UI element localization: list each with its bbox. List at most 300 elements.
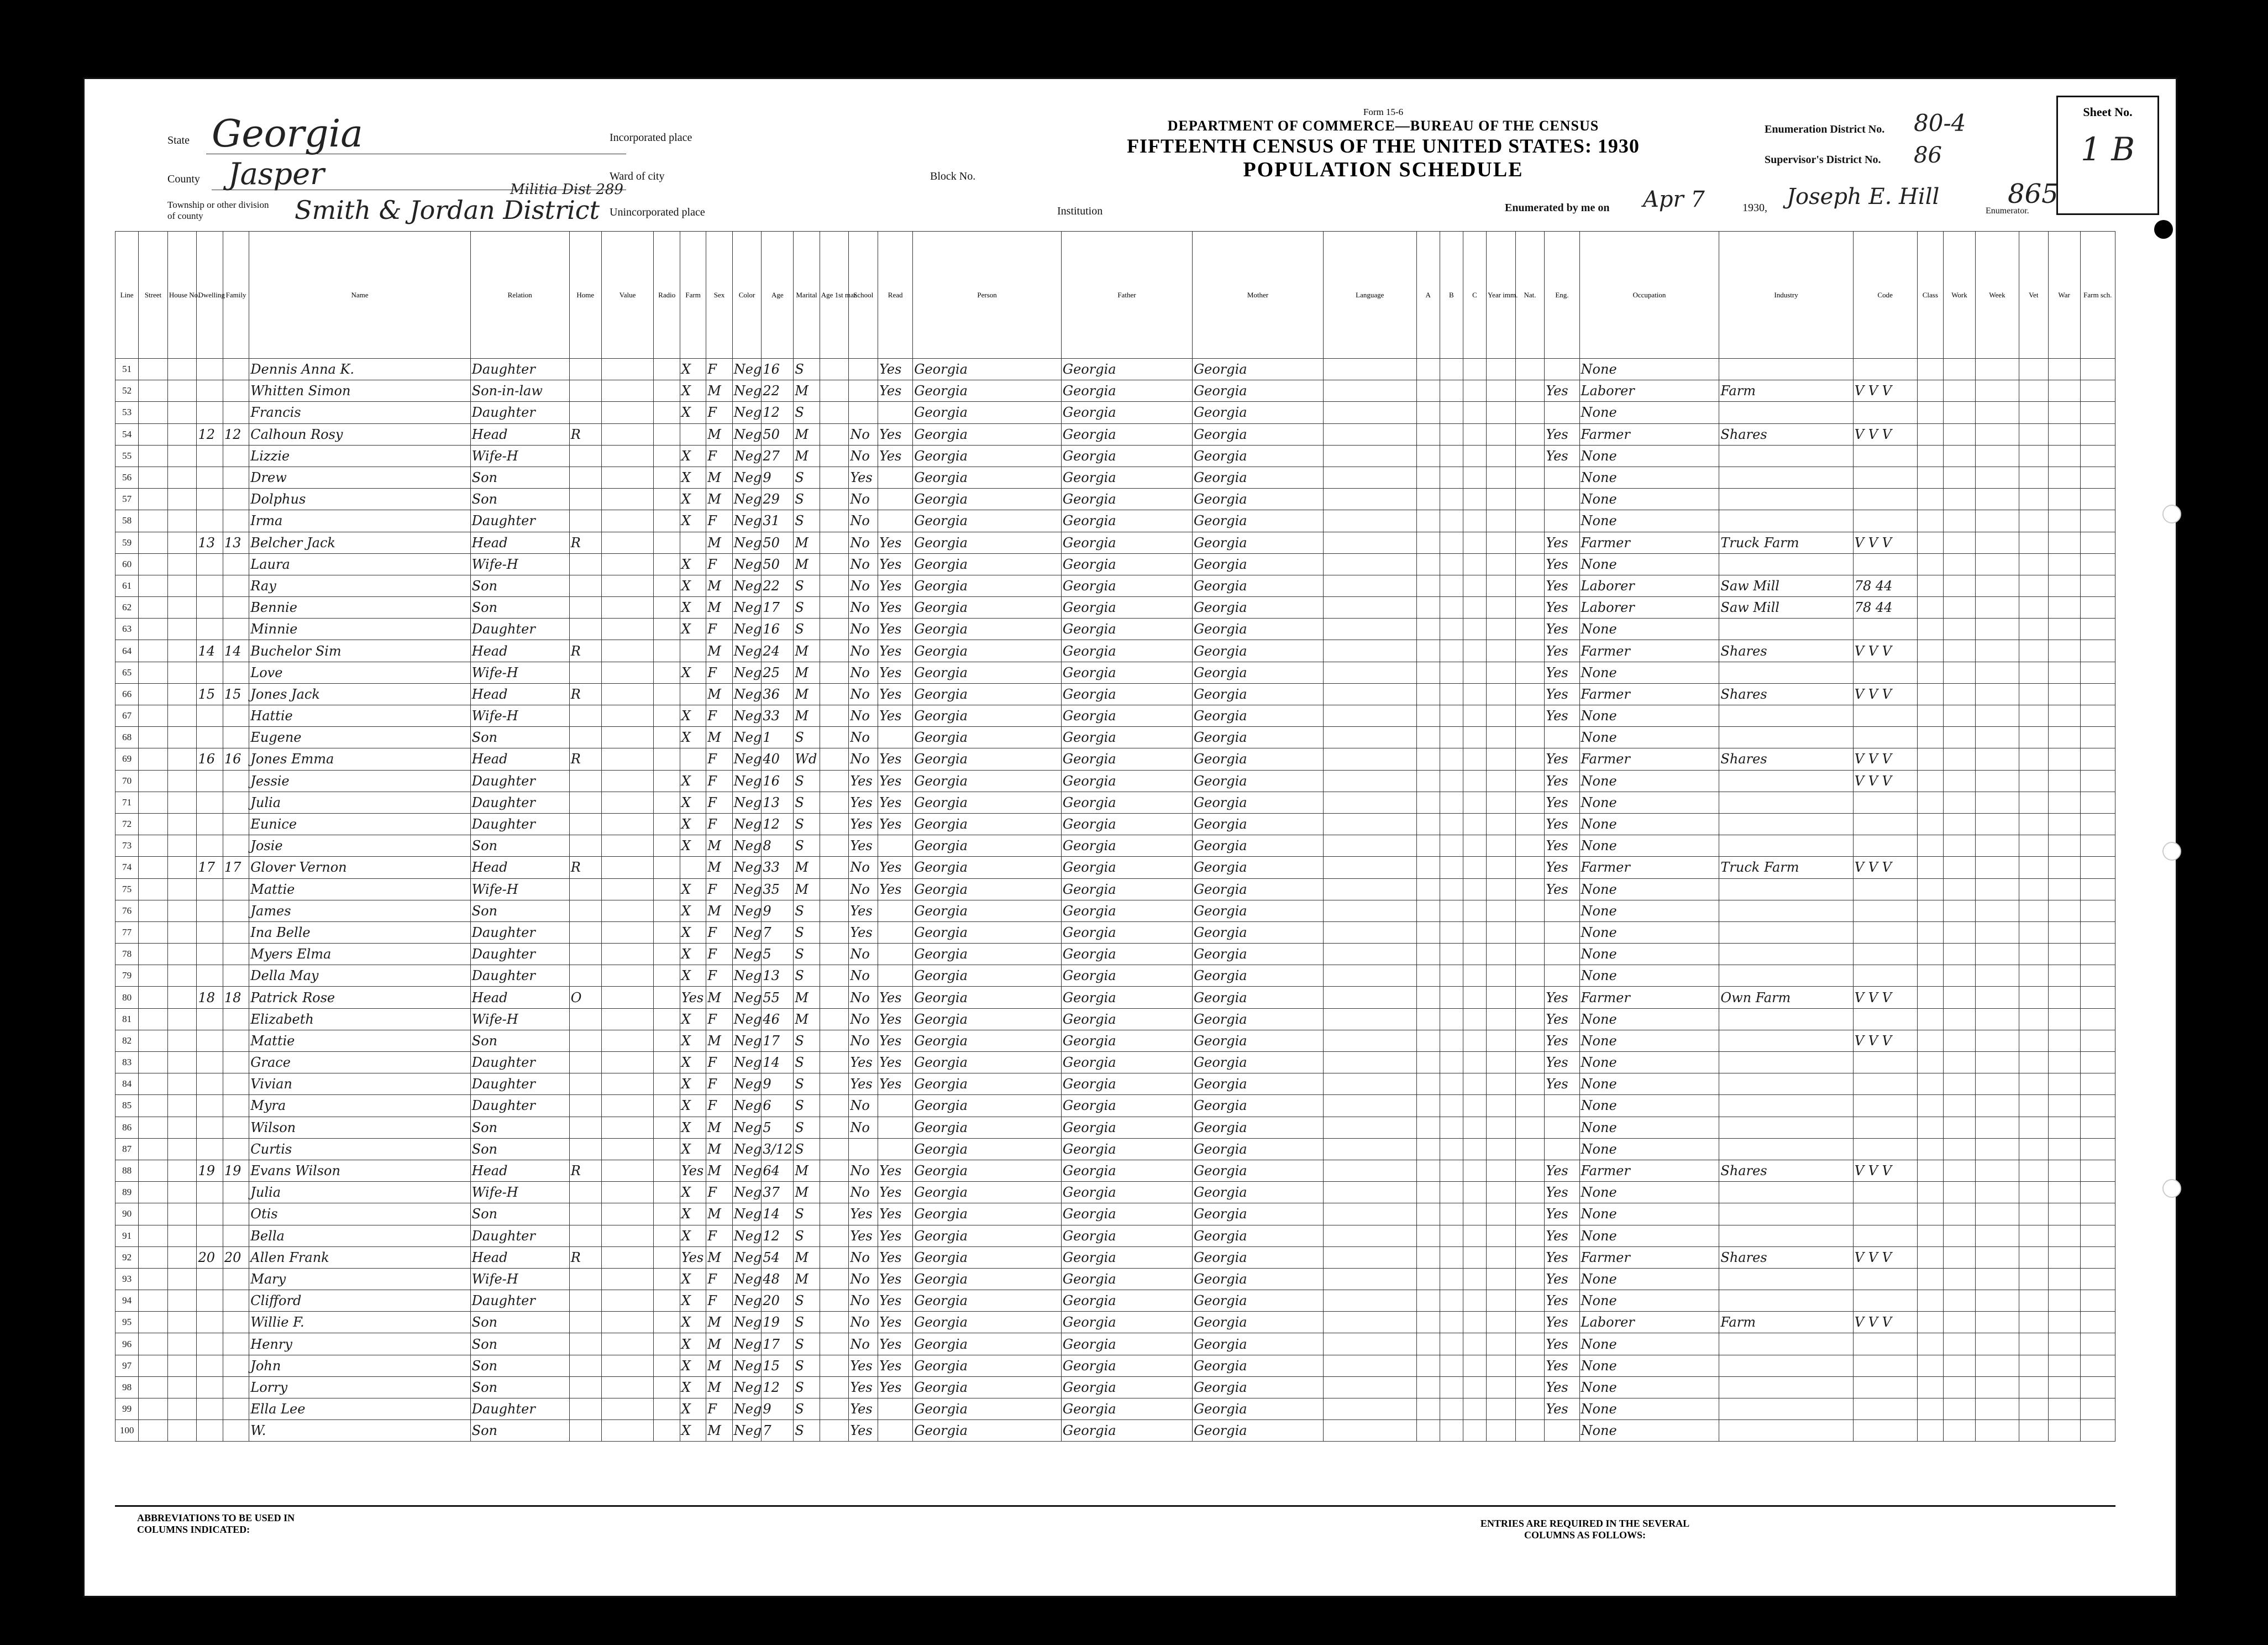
cell-mar: S: [794, 1203, 820, 1225]
cell-fbp: Georgia: [1061, 748, 1192, 770]
cell-rel: Head: [470, 1246, 569, 1268]
cell-eng: Yes: [1545, 1333, 1579, 1355]
cell-empty: [601, 1420, 654, 1442]
cell-empty: [2019, 1030, 2048, 1051]
cell-empty: [139, 423, 168, 445]
cell-dw: [197, 1420, 223, 1442]
cell-empty: [1917, 402, 1943, 423]
table-row: [116, 467, 2115, 488]
cell-rel: Wife-H: [470, 705, 569, 727]
schedule-title: POPULATION SCHEDULE: [1243, 158, 1524, 181]
cell-empty: [1975, 1160, 2019, 1181]
cell-empty: [139, 1095, 168, 1117]
cell-empty: [1463, 770, 1486, 792]
cell-empty: [1515, 1355, 1545, 1376]
cell-empty: [1463, 900, 1486, 921]
cell-line: 88: [116, 1160, 139, 1181]
cell-mar: M: [794, 445, 820, 467]
cell-farm: X: [680, 835, 706, 857]
cell-color: Neg: [732, 1117, 762, 1138]
cell-empty: [1944, 878, 1976, 900]
cell-empty: [820, 1095, 849, 1117]
cell-occ: None: [1579, 1203, 1719, 1225]
cell-rel: Daughter: [470, 1290, 569, 1312]
cell-empty: [2019, 597, 2048, 619]
cell-ind: Shares: [1719, 423, 1853, 445]
cell-fbp: Georgia: [1061, 857, 1192, 878]
cell-empty: [1463, 575, 1486, 596]
cell-empty: [1324, 1008, 1417, 1030]
cell-rel: Daughter: [470, 1073, 569, 1095]
cell-line: 57: [116, 489, 139, 510]
cell-empty: [1416, 1312, 1440, 1333]
cell-empty: [1324, 878, 1417, 900]
cell-home: [569, 1052, 601, 1073]
cell-dw: [197, 1355, 223, 1376]
cell-empty: [601, 662, 654, 683]
cell-ind: [1719, 445, 1853, 467]
cell-empty: [1515, 1246, 1545, 1268]
cell-code: [1853, 1420, 1917, 1442]
cell-empty: [1487, 1117, 1516, 1138]
cell-fam: [223, 1398, 249, 1420]
cell-empty: [1416, 467, 1440, 488]
cell-bp: Georgia: [913, 662, 1062, 683]
cell-empty: [1487, 402, 1516, 423]
cell-empty: [1975, 835, 2019, 857]
cell-rel: Daughter: [470, 813, 569, 835]
cell-empty: [1487, 619, 1516, 640]
cell-fam: [223, 1333, 249, 1355]
cell-empty: [1487, 597, 1516, 619]
cell-empty: [2019, 1246, 2048, 1268]
cell-empty: [1324, 1030, 1417, 1051]
cell-mbp: Georgia: [1192, 944, 1323, 965]
cell-empty: [654, 532, 680, 553]
cell-sex: F: [706, 813, 732, 835]
cell-empty: [820, 1398, 849, 1420]
enumerator-label: Enumerator.: [1986, 206, 2029, 216]
cell-empty: [1975, 1246, 2019, 1268]
cell-empty: [1917, 1052, 1943, 1073]
cell-bp: Georgia: [913, 1117, 1062, 1138]
col-header: Week: [1975, 232, 2019, 359]
cell-bp: Georgia: [913, 921, 1062, 943]
col-header: Work: [1944, 232, 1976, 359]
cell-eng: [1545, 900, 1579, 921]
cell-empty: [1487, 944, 1516, 965]
cell-ind: [1719, 944, 1853, 965]
cell-color: Neg: [732, 835, 762, 857]
cell-eng: Yes: [1545, 1030, 1579, 1051]
cell-line: 69: [116, 748, 139, 770]
cell-empty: [1515, 467, 1545, 488]
cell-code: V V V: [1853, 1246, 1917, 1268]
cell-occ: None: [1579, 1290, 1719, 1312]
cell-dw: [197, 619, 223, 640]
cell-code: [1853, 662, 1917, 683]
cell-empty: [820, 402, 849, 423]
cell-name: Allen Frank: [249, 1246, 470, 1268]
cell-empty: [139, 1355, 168, 1376]
cell-name: Glover Vernon: [249, 857, 470, 878]
col-header: B: [1440, 232, 1463, 359]
cell-eng: Yes: [1545, 1246, 1579, 1268]
cell-sex: F: [706, 1182, 732, 1203]
cell-empty: [1416, 835, 1440, 857]
cell-empty: [1440, 640, 1463, 662]
cell-empty: [820, 1246, 849, 1268]
cell-code: [1853, 900, 1917, 921]
cell-mbp: Georgia: [1192, 987, 1323, 1008]
cell-age: 15: [762, 1355, 794, 1376]
cell-school: Yes: [849, 835, 878, 857]
cell-empty: [1463, 1246, 1486, 1268]
cell-farm: X: [680, 359, 706, 380]
cell-rel: Son: [470, 489, 569, 510]
cell-occ: None: [1579, 1376, 1719, 1398]
cell-empty: [1515, 553, 1545, 575]
cell-age: 20: [762, 1290, 794, 1312]
cell-empty: [654, 467, 680, 488]
cell-empty: [601, 1333, 654, 1355]
cell-empty: [1463, 944, 1486, 965]
cell-eng: [1545, 1138, 1579, 1160]
state-value: Georgia: [212, 112, 363, 156]
cell-empty: [1917, 900, 1943, 921]
cell-empty: [1975, 510, 2019, 532]
cell-empty: [601, 575, 654, 596]
cell-empty: [654, 1203, 680, 1225]
cell-empty: [167, 857, 197, 878]
cell-ind: [1719, 727, 1853, 748]
cell-empty: [1975, 402, 2019, 423]
cell-line: 92: [116, 1246, 139, 1268]
cell-empty: [1440, 402, 1463, 423]
cell-empty: [601, 1138, 654, 1160]
cell-bp: Georgia: [913, 380, 1062, 402]
cell-empty: [2048, 1030, 2080, 1051]
cell-mbp: Georgia: [1192, 683, 1323, 705]
cell-empty: [1975, 1333, 2019, 1355]
cell-empty: [167, 532, 197, 553]
cell-code: V V V: [1853, 748, 1917, 770]
cell-age: 12: [762, 1225, 794, 1246]
cell-read: Yes: [878, 1008, 913, 1030]
cell-empty: [1975, 467, 2019, 488]
cell-read: Yes: [878, 987, 913, 1008]
cell-empty: [1917, 965, 1943, 987]
cell-home: [569, 1398, 601, 1420]
cell-farm: X: [680, 1095, 706, 1117]
cell-age: 5: [762, 944, 794, 965]
col-header: Dwelling: [197, 232, 223, 359]
cell-empty: [1324, 640, 1417, 662]
cell-sex: F: [706, 1268, 732, 1290]
cell-mar: S: [794, 1333, 820, 1355]
cell-read: Yes: [878, 575, 913, 596]
cell-empty: [2019, 359, 2048, 380]
cell-mbp: Georgia: [1192, 1203, 1323, 1225]
cell-empty: [1463, 1203, 1486, 1225]
cell-empty: [2019, 532, 2048, 553]
cell-farm: [680, 857, 706, 878]
cell-empty: [167, 727, 197, 748]
cell-name: Francis: [249, 402, 470, 423]
cell-line: 75: [116, 878, 139, 900]
cell-read: [878, 921, 913, 943]
cell-empty: [820, 1355, 849, 1376]
cell-empty: [1944, 1095, 1976, 1117]
cell-occ: None: [1579, 921, 1719, 943]
cell-empty: [654, 1246, 680, 1268]
cell-empty: [1917, 380, 1943, 402]
cell-mbp: Georgia: [1192, 510, 1323, 532]
table-row: [116, 857, 2115, 878]
cell-line: 89: [116, 1182, 139, 1203]
cell-fbp: Georgia: [1061, 813, 1192, 835]
cell-eng: Yes: [1545, 640, 1579, 662]
cell-empty: [1324, 683, 1417, 705]
cell-empty: [167, 1312, 197, 1333]
cell-empty: [1917, 575, 1943, 596]
cell-empty: [1917, 921, 1943, 943]
cell-fam: [223, 553, 249, 575]
cell-fam: 14: [223, 640, 249, 662]
cell-mar: M: [794, 878, 820, 900]
cell-empty: [1416, 1333, 1440, 1355]
cell-empty: [654, 878, 680, 900]
cell-empty: [2080, 1052, 2115, 1073]
cell-sex: M: [706, 683, 732, 705]
cell-occ: None: [1579, 1420, 1719, 1442]
cell-sex: M: [706, 727, 732, 748]
cell-empty: [1324, 900, 1417, 921]
cell-empty: [601, 1355, 654, 1376]
cell-color: Neg: [732, 792, 762, 813]
cell-school: No: [849, 727, 878, 748]
cell-empty: [1440, 1182, 1463, 1203]
cell-empty: [654, 380, 680, 402]
cell-fam: [223, 467, 249, 488]
cell-dw: [197, 445, 223, 467]
cell-empty: [1944, 1420, 1976, 1442]
col-header: Value: [601, 232, 654, 359]
cell-fam: [223, 1225, 249, 1246]
cell-line: 83: [116, 1052, 139, 1073]
cell-empty: [2080, 857, 2115, 878]
cell-home: [569, 1117, 601, 1138]
cell-farm: X: [680, 770, 706, 792]
cell-school: Yes: [849, 1203, 878, 1225]
cell-empty: [1324, 423, 1417, 445]
cell-fbp: Georgia: [1061, 900, 1192, 921]
cell-empty: [601, 553, 654, 575]
cell-line: 82: [116, 1030, 139, 1051]
cell-empty: [139, 640, 168, 662]
cell-empty: [1917, 987, 1943, 1008]
incorporated-label: Incorporated place: [610, 132, 692, 144]
cell-empty: [1324, 510, 1417, 532]
cell-name: Myers Elma: [249, 944, 470, 965]
cell-farm: Yes: [680, 1160, 706, 1181]
cell-farm: X: [680, 1008, 706, 1030]
cell-empty: [601, 532, 654, 553]
sheet-number-box: [2056, 96, 2159, 215]
column-header-row: [116, 232, 2115, 359]
cell-name: Julia: [249, 1182, 470, 1203]
cell-sex: M: [706, 640, 732, 662]
cell-empty: [654, 857, 680, 878]
cell-empty: [601, 1117, 654, 1138]
cell-read: [878, 965, 913, 987]
cell-color: Neg: [732, 770, 762, 792]
cell-empty: [1944, 1376, 1976, 1398]
cell-empty: [1515, 445, 1545, 467]
cell-empty: [2048, 1312, 2080, 1333]
cell-empty: [820, 1312, 849, 1333]
population-rows: [116, 359, 2115, 1442]
cell-ind: [1719, 770, 1853, 792]
cell-empty: [1515, 1182, 1545, 1203]
cell-empty: [167, 944, 197, 965]
cell-empty: [2048, 1052, 2080, 1073]
cell-line: 54: [116, 423, 139, 445]
cell-color: Neg: [732, 900, 762, 921]
cell-empty: [1440, 359, 1463, 380]
cell-ind: [1719, 510, 1853, 532]
cell-home: R: [569, 683, 601, 705]
cell-fam: [223, 770, 249, 792]
cell-sex: M: [706, 380, 732, 402]
cell-name: Ina Belle: [249, 921, 470, 943]
cell-empty: [1440, 1376, 1463, 1398]
cell-empty: [820, 987, 849, 1008]
cell-empty: [601, 1160, 654, 1181]
cell-empty: [139, 359, 168, 380]
cell-empty: [1917, 445, 1943, 467]
cell-school: [849, 380, 878, 402]
cell-bp: Georgia: [913, 1225, 1062, 1246]
cell-empty: [1975, 553, 2019, 575]
binder-ring: [2162, 1179, 2181, 1198]
cell-empty: [1440, 1052, 1463, 1073]
cell-empty: [1440, 1095, 1463, 1117]
cell-fam: [223, 878, 249, 900]
cell-line: 78: [116, 944, 139, 965]
cell-empty: [1487, 878, 1516, 900]
cell-empty: [654, 1182, 680, 1203]
cell-empty: [2019, 944, 2048, 965]
cell-sex: M: [706, 1030, 732, 1051]
cell-empty: [1324, 402, 1417, 423]
cell-mbp: Georgia: [1192, 1138, 1323, 1160]
cell-mbp: Georgia: [1192, 813, 1323, 835]
cell-empty: [654, 1117, 680, 1138]
cell-eng: Yes: [1545, 835, 1579, 857]
cell-fam: [223, 380, 249, 402]
table-row: [116, 1225, 2115, 1246]
cell-school: No: [849, 1333, 878, 1355]
cell-empty: [601, 944, 654, 965]
cell-name: Willie F.: [249, 1312, 470, 1333]
cell-empty: [139, 1030, 168, 1051]
cell-line: 62: [116, 597, 139, 619]
cell-color: Neg: [732, 423, 762, 445]
cell-color: Neg: [732, 921, 762, 943]
cell-empty: [167, 1376, 197, 1398]
cell-empty: [2048, 510, 2080, 532]
cell-farm: X: [680, 900, 706, 921]
cell-empty: [139, 575, 168, 596]
cell-farm: X: [680, 1117, 706, 1138]
cell-empty: [1975, 748, 2019, 770]
cell-mar: S: [794, 792, 820, 813]
cell-empty: [139, 878, 168, 900]
cell-empty: [2019, 683, 2048, 705]
cell-occ: None: [1579, 1138, 1719, 1160]
cell-empty: [2019, 553, 2048, 575]
cell-empty: [2048, 423, 2080, 445]
cell-ind: [1719, 921, 1853, 943]
cell-ind: [1719, 662, 1853, 683]
cell-code: [1853, 1225, 1917, 1246]
cell-empty: [139, 1290, 168, 1312]
cell-eng: Yes: [1545, 878, 1579, 900]
cell-home: [569, 813, 601, 835]
cell-empty: [1515, 1030, 1545, 1051]
cell-home: [569, 597, 601, 619]
cell-bp: Georgia: [913, 1030, 1062, 1051]
cell-mbp: Georgia: [1192, 640, 1323, 662]
cell-empty: [167, 1073, 197, 1095]
cell-age: 29: [762, 489, 794, 510]
cell-farm: X: [680, 1398, 706, 1420]
cell-home: [569, 575, 601, 596]
cell-mar: S: [794, 1030, 820, 1051]
cell-empty: [1975, 1008, 2019, 1030]
cell-empty: [2019, 965, 2048, 987]
cell-empty: [654, 921, 680, 943]
cell-mar: M: [794, 640, 820, 662]
cell-empty: [1487, 1052, 1516, 1073]
cell-school: No: [849, 1095, 878, 1117]
cell-empty: [1975, 1268, 2019, 1290]
cell-line: 95: [116, 1312, 139, 1333]
cell-empty: [601, 402, 654, 423]
cell-color: Neg: [732, 619, 762, 640]
cell-fbp: Georgia: [1061, 1203, 1192, 1225]
cell-mar: S: [794, 965, 820, 987]
cell-ind: [1719, 835, 1853, 857]
cell-empty: [654, 813, 680, 835]
cell-dw: [197, 575, 223, 596]
cell-color: Neg: [732, 1203, 762, 1225]
cell-empty: [2019, 1268, 2048, 1290]
cell-code: [1853, 1290, 1917, 1312]
cell-farm: X: [680, 944, 706, 965]
cell-empty: [167, 575, 197, 596]
cell-code: [1853, 1052, 1917, 1073]
cell-dw: [197, 965, 223, 987]
cell-empty: [1324, 835, 1417, 857]
cell-occ: None: [1579, 489, 1719, 510]
cell-mbp: Georgia: [1192, 1290, 1323, 1312]
cell-ind: [1719, 1030, 1853, 1051]
cell-empty: [1515, 1138, 1545, 1160]
cell-empty: [139, 553, 168, 575]
cell-bp: Georgia: [913, 553, 1062, 575]
